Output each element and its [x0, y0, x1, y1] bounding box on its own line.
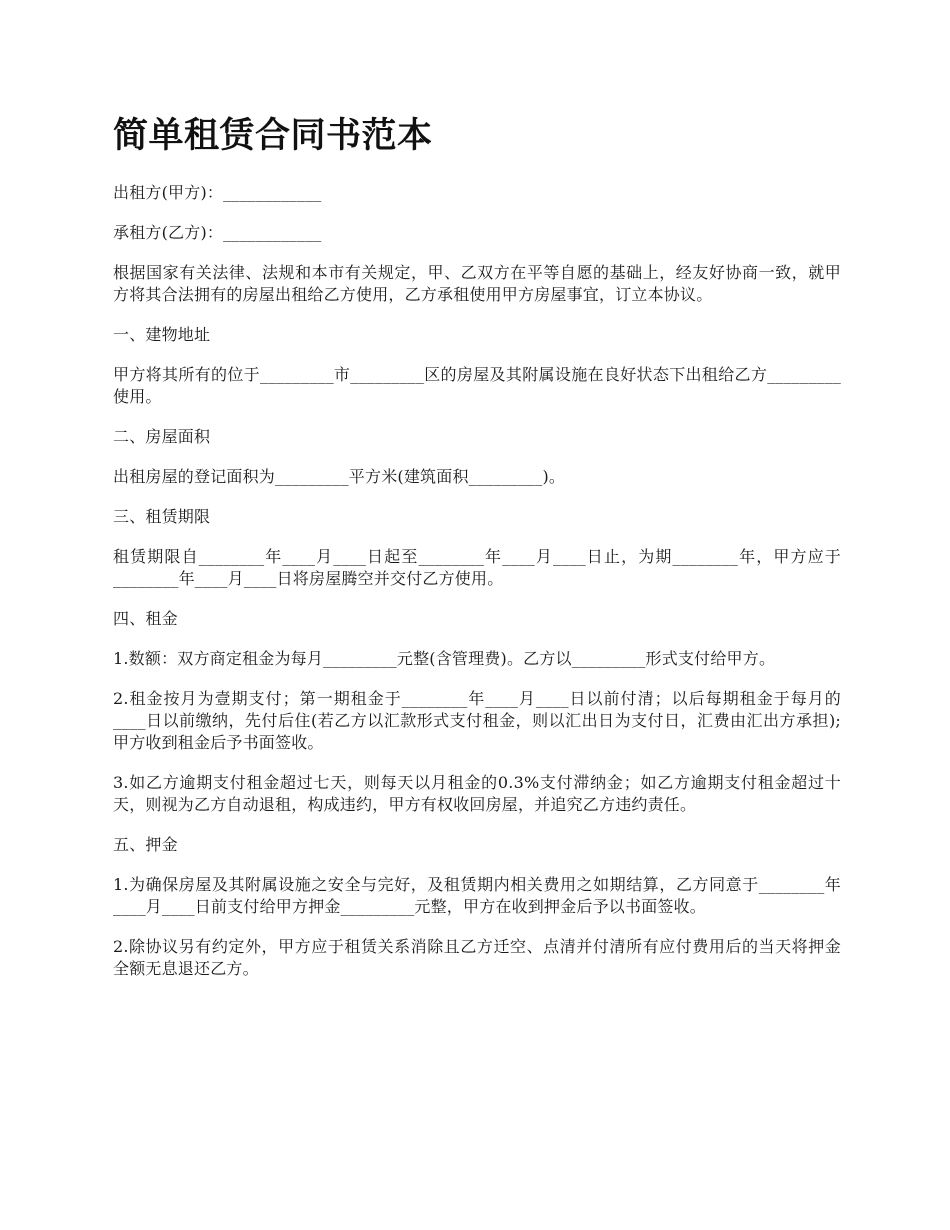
term-paragraph: 租赁期限自________年____月____日起至________年____月____日止，为期________年，甲方应于________年____月____日将房屋腾空并交付乙方使用。: [113, 547, 841, 588]
rent-clause-3: 3.如乙方逾期支付租金超过七天，则每天以月租金的0.3%支付滞纳金；如乙方逾期支付租金超过十天，则视为乙方自动退租，构成违约，甲方有权收回房屋，并追究乙方违约责任。: [113, 773, 841, 814]
rent-clause-1: 1.数额：双方商定租金为每月_________元整(含管理费)。乙方以_________形式支付给甲方。: [113, 649, 776, 668]
area-paragraph: 出租房屋的登记面积为_________平方米(建筑面积_________)。: [113, 467, 566, 486]
section-heading-area: 二、房屋面积: [113, 427, 211, 446]
deposit-clause-1: 1.为确保房屋及其附属设施之安全与完好，及租赁期内相关费用之如期结算，乙方同意于________年____月____日前支付给甲方押金_________元整，甲方在收到押金后予以书面签收。: [113, 875, 841, 916]
lessee-line: 承租方(乙方)：____________: [113, 223, 322, 242]
section-heading-rent: 四、租金: [113, 609, 178, 628]
deposit-clause-2: 2.除协议另有约定外，甲方应于租赁关系消除且乙方迁空、点清并付清所有应付费用后的当天将押金全额无息退还乙方。: [113, 937, 841, 978]
section-heading-term: 三、租赁期限: [113, 507, 211, 526]
document-title: 简单租赁合同书范本: [113, 116, 433, 156]
document-page: [113, 112, 841, 998]
lessor-line: 出租方(甲方)：____________: [113, 183, 322, 202]
address-paragraph: 甲方将其所有的位于_________市_________区的房屋及其附属设施在良好状态下出租给乙方_________使用。: [113, 365, 841, 406]
section-heading-address: 一、建物地址: [113, 325, 211, 344]
section-heading-deposit: 五、押金: [113, 835, 178, 854]
rent-clause-2: 2.租金按月为壹期支付；第一期租金于________年____月____日以前付清；以后每期租金于每月的 ____日以前缴纳，先付后住(若乙方以汇款形式支付租金，则以汇出日为支付日，汇费由汇出方承担);甲方收到租金后予书面签收。: [113, 689, 841, 752]
preamble-paragraph: 根据国家有关法律、法规和本市有关规定，甲、乙双方在平等自愿的基础上，经友好协商一致，就甲方将其合法拥有的房屋出租给乙方使用，乙方承租使用甲方房屋事宜，订立本协议。: [113, 263, 841, 304]
